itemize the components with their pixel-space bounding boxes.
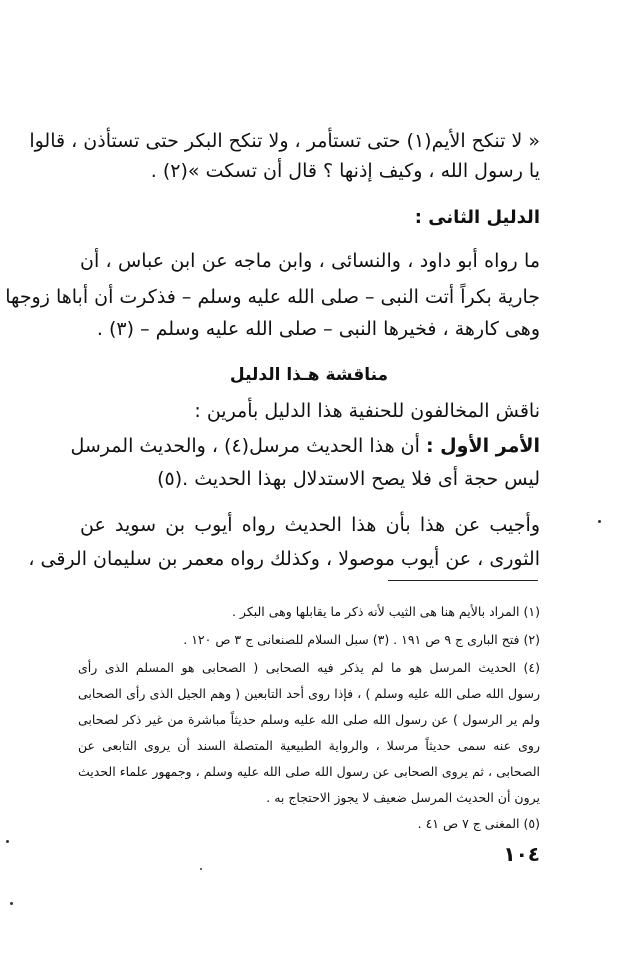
evidence-two-line-2: جارية بكراً أتت النبى – صلى الله عليه وسلم – فذكرت أن أباها زوجها [5, 286, 540, 308]
answer-line-2: الثورى ، عن أيوب موصولا ، وكذلك رواه معمر بن سليمان الرقى ، [28, 548, 540, 570]
footnote-4-line-6: يرون أن الحديث المرسل ضعيف لا يجوز الاحتجاج به . [266, 790, 540, 805]
footnote-4-line-4: روى عنه سمى حديثاً مرسلا ، والرواية الطبيعية المتصلة السند أن يروى التابعى عن [78, 738, 540, 753]
first-matter-line-1 [70, 433, 540, 459]
footnote-4-line-5: الصحابى ، ثم يروى الصحابى عن رسول الله صلى الله عليه وسلم ، وجمهور علماء الحديث [78, 764, 540, 779]
evidence-two-heading: الدليل الثانى : [414, 207, 540, 228]
paragraph-1-line-2: يا رسول الله ، وكيف إذنها ؟ قال أن تسكت »(٢) . [150, 160, 540, 182]
footnote-4-line-1: (٤) الحديث المرسل هو ما لم يذكر فيه الصحابى ( الصحابى هو المسلم الذى رأى [78, 660, 540, 675]
footnote-2-3: (٢) فتح البارى ج ٩ ص ١٩١ . (٣) سبل السلام للصنعانى ج ٣ ص ١٢٠ . [183, 632, 540, 647]
evidence-two-line-1: ما رواه أبو داود ، والنسائى ، وابن ماجه عن ابن عباس ، أن [80, 250, 540, 272]
discussion-heading: مناقشة هـذا الدليل [229, 365, 389, 385]
scan-speck [6, 840, 9, 843]
answer-line-1: وأجيب عن هذا بأن هذا الحديث رواه أيوب بن سويد عن [80, 514, 540, 536]
footnote-5: (٥) المغنى ج ٧ ص ٤١ . [417, 816, 540, 831]
scan-speck [598, 520, 601, 523]
footnote-separator [388, 580, 538, 581]
evidence-two-line-3: وهى كارهة ، فخيرها النبى – صلى الله عليه وسلم – (٣) . [96, 318, 540, 340]
scan-speck [10, 902, 13, 905]
first-matter-lead: الأمر الأول : [425, 435, 540, 457]
scan-speck [200, 868, 202, 870]
discussion-intro: ناقش المخالفون للحنفية هذا الدليل بأمرين : [194, 400, 540, 422]
first-matter-line-1-rest: أن هذا الحديث مرسل(٤) ، والحديث المرسل [70, 435, 420, 457]
page-number: ١٠٤ [503, 842, 540, 866]
footnote-1: (١) المراد بالأيم هنا هى الثيب لأنه ذكر ما يقابلها وهى البكر . [231, 604, 540, 619]
footnote-4-line-3: ولم ير الرسول ) عن رسول الله صلى الله عليه وسلم حديثاً مباشرة من غير ذكر لصحابى [78, 712, 540, 727]
paragraph-1-line-1: « لا تنكح الأيم(١) حتى تستأمر ، ولا تنكح البكر حتى تستأذن ، قالوا [29, 130, 540, 152]
first-matter-line-2: ليس حجة أى فلا يصح الاستدلال بهذا الحديث .(٥) [157, 468, 540, 490]
footnote-4-line-2: رسول الله صلى الله عليه وسلم ) ، فإذا روى أحد التابعين ( وهم الجيل الذى رأى الصحابى [78, 686, 540, 701]
